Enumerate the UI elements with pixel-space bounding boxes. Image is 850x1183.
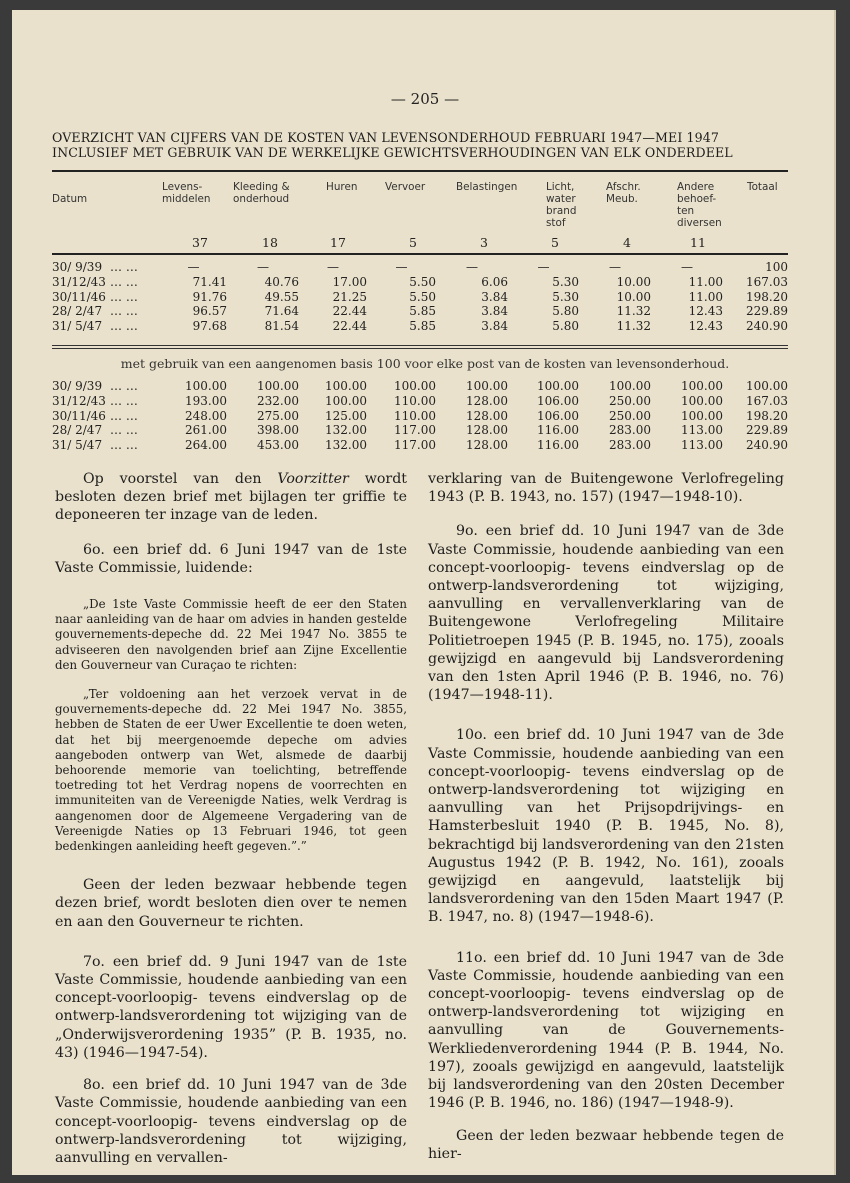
value-cell: 100.00 (185, 379, 227, 393)
value-cell: 11.32 (616, 319, 651, 334)
value-cell: 198.20 (746, 289, 788, 304)
header-huren: Huren (326, 181, 358, 193)
value-cell: 81.54 (264, 319, 299, 334)
value-cell: 100.00 (394, 379, 436, 393)
value-cell: 5.50 (409, 274, 436, 289)
value-cell: 264.00 (185, 438, 227, 453)
paragraph-geen-bezwaar-2: Geen der leden bezwaar hebbende tegen de hier- (428, 1127, 784, 1162)
value-cell: 100.00 (325, 393, 367, 408)
weight-vervoer: 5 (409, 235, 417, 250)
value-cell: 117.00 (394, 423, 436, 438)
title-line-2: INCLUSIEF MET GEBRUIK VAN DE WERKELIJKE GEWICHTSVERHOUDINGEN VAN ELK ONDERDEEL (52, 145, 733, 160)
header-afschr: Afschr. Meub. (606, 181, 641, 205)
value-cell: 11.32 (616, 304, 651, 319)
value-cell: 5.30 (552, 289, 579, 304)
value-cell: 283.00 (609, 438, 651, 453)
value-cell: — (395, 260, 408, 274)
value-cell: 40.76 (264, 274, 299, 289)
value-cell: 100.00 (746, 379, 788, 393)
value-cell: 106.00 (537, 393, 579, 408)
table2-row (52, 438, 788, 453)
table2-row (52, 394, 788, 409)
value-cell: 5.85 (409, 304, 436, 319)
value-cell: 167.03 (746, 393, 788, 408)
value-cell: 11.00 (688, 289, 723, 304)
value-cell: 275.00 (257, 408, 299, 423)
value-cell: 49.55 (264, 289, 299, 304)
value-cell: — (609, 260, 621, 274)
paragraph-8o-continued: verklaring van de Buitengewone Verlofregeling 1943 (P. B. 1943, no. 157) (1947—1948-10). (428, 471, 784, 506)
value-cell: 12.43 (688, 304, 723, 319)
value-cell: 100.00 (681, 393, 723, 408)
value-cell: 398.00 (257, 423, 299, 438)
leader-dots: … … (110, 379, 138, 393)
quote-2: „Ter voldoening aan het verzoek vervat in de gouvernements-depeche dd. 22 Mei 1947 No. 3855, hebben de Staten de eer Uwer Excellentie te doen weten, dat het bij meergenoemde depeche om advies aangeboden ontwerp van Wet, alsmede de daarbij behoorende memorie van toelichting, betreffende toetreding tot het Verdrag nopens de voorrechten en immuniteiten van de Vereenigde Naties, welk Verdrag is aangenomen door de Algemeene Vergadering van de Vereenigde Naties op 13 Februari 1946, tot geen bedenkingen aanleiding heeft gegeven.”.” (55, 687, 407, 854)
date-cell: 28/ 2/47 (52, 304, 103, 319)
header-belastingen: Belastingen (456, 181, 518, 193)
value-cell: 100.00 (257, 379, 299, 393)
value-cell: 5.30 (552, 274, 579, 289)
value-cell: 91.76 (192, 289, 227, 304)
value-cell: 96.57 (192, 304, 227, 319)
value-cell: 240.90 (746, 438, 788, 453)
page-number: — 205 — (390, 90, 460, 108)
value-cell: 5.80 (552, 319, 579, 334)
paragraph-geen-bezwaar: Geen der leden bezwaar hebbende tegen dezen brief, wordt besloten dien over te nemen en aan den Gouverneur te richten. (55, 877, 407, 930)
value-cell: 71.41 (192, 274, 227, 289)
paragraph-voorzitter: Op voorstel van den Voorzitter wordt besloten dezen brief met bijlagen ter griffie te deponeeren ter inzage van de leden. (55, 471, 407, 524)
value-cell: 100 (765, 260, 788, 274)
value-cell: 106.00 (537, 408, 579, 423)
cost-table-index (52, 379, 788, 453)
table2-row (52, 409, 788, 424)
value-cell: 110.00 (394, 393, 436, 408)
value-cell: 128.00 (466, 393, 508, 408)
table1-row (52, 290, 788, 305)
weight-huren: 17 (330, 235, 346, 250)
value-cell: 22.44 (332, 304, 367, 319)
cost-table-weighted (52, 260, 788, 334)
paragraph-7o: 7o. een brief dd. 9 Juni 1947 van de 1ste Vaste Commissie, houdende aanbieding van een concept-voorloopig- tevens eindverslag op de ontwerp-landsverordening tot wijziging van de „Onderwijsverordening 1935” (P. B. 1935, no. 43) (1946—1947-54). (55, 953, 407, 1061)
paragraph-9o: 9o. een brief dd. 10 Juni 1947 van de 3de Vaste Commissie, houdende aanbieding van een concept-voorloopig- tevens eindverslag op de ontwerp-landsverordening tot wijziging, aanvulling en vervallenverklaring van de Buitengewone Verlofregeling Militaire Politietroepen 1945 (P. B. 1945, no. 175), zooals gewijzigd en aangevuld bij Landsverordening van den 1sten April 1946 (P. B. 1946, no. 76) (1947—1948-11). (428, 523, 784, 704)
value-cell: 3.84 (481, 304, 508, 319)
title-line-1: OVERZICHT VAN CIJFERS VAN DE KOSTEN VAN LEVENSONDERHOUD FEBRUARI 1947—MEI 1947 (52, 130, 719, 145)
weight-belastingen: 3 (480, 235, 488, 250)
date-cell: 30/11/46 (52, 408, 106, 423)
value-cell: 3.84 (481, 319, 508, 334)
value-cell: 3.84 (481, 289, 508, 304)
leader-dots: … … (110, 423, 138, 438)
value-cell: 5.80 (552, 304, 579, 319)
leader-dots: … … (110, 408, 138, 423)
paragraph-6o: 6o. een brief dd. 6 Juni 1947 van de 1ste Vaste Commissie, luidende: (55, 541, 407, 576)
weight-licht: 5 (551, 235, 559, 250)
value-cell: 100.00 (466, 379, 508, 393)
leader-dots: … … (110, 319, 138, 334)
table2-row (52, 423, 788, 438)
paragraph-11o: 11o. een brief dd. 10 Juni 1947 van de 3de Vaste Commissie, houdende aanbieding van een concept-voorloopig- tevens eindverslag op de ontwerp-landsverordening tot wijziging en aanvulling van de Gouvernements-Werkliedenverordening 1944 (P. B. 1944, No. 197), zooals gewijzigd en aangevuld, laatstelijk bij landsverordening van den 20sten December 1946 (P. B. 1946, no. 186) (1947—1948-9). (428, 949, 784, 1112)
table1-row (52, 260, 788, 275)
value-cell: 100.00 (681, 408, 723, 423)
header-top-rule (52, 170, 788, 172)
date-cell: 30/ 9/39 (52, 260, 103, 274)
value-cell: 12.43 (688, 319, 723, 334)
value-cell: 240.90 (746, 319, 788, 334)
date-cell: 31/ 5/47 (52, 319, 103, 334)
table1-row (52, 275, 788, 290)
quote-1: „De 1ste Vaste Commissie heeft de eer den Staten naar aanleiding van de haar om advies in handen gestelde gouvernements-depeche dd. 22 Mei 1947 No. 3855 te adviseeren den navolgenden brief aan Zijne Excellentie den Gouverneur van Curaçao te richten: (55, 597, 407, 672)
value-cell: 128.00 (466, 438, 508, 453)
voorzitter-italic: Voorzitter (277, 471, 349, 487)
weight-andere: 11 (690, 235, 706, 250)
value-cell: 125.00 (325, 408, 367, 423)
value-cell: 116.00 (537, 423, 579, 438)
date-cell: 31/12/43 (52, 274, 106, 289)
date-cell: 31/12/43 (52, 393, 106, 408)
value-cell: 100.00 (537, 379, 579, 393)
value-cell: 193.00 (185, 393, 227, 408)
value-cell: 248.00 (185, 408, 227, 423)
value-cell: 250.00 (609, 408, 651, 423)
value-cell: 283.00 (609, 423, 651, 438)
header-licht: Licht, water brand stof (546, 181, 577, 229)
value-cell: 17.00 (332, 274, 367, 289)
table-title (52, 130, 792, 160)
value-cell: 21.25 (332, 289, 367, 304)
index-note: met gebruik van een aangenomen basis 100 voor elke post van de kosten van levensonderhoud. (120, 356, 730, 371)
value-cell: 113.00 (681, 438, 723, 453)
value-cell: 100.00 (681, 379, 723, 393)
value-cell: 132.00 (325, 423, 367, 438)
value-cell: 10.00 (616, 289, 651, 304)
value-cell: 128.00 (466, 423, 508, 438)
left-column (55, 470, 407, 1183)
leader-dots: … … (110, 438, 138, 453)
header-kleeding: Kleeding & onderhoud (233, 181, 290, 205)
value-cell: 11.00 (688, 274, 723, 289)
value-cell: — (681, 260, 693, 274)
header-bottom-rule (52, 253, 788, 255)
page-edge (834, 10, 836, 1175)
value-cell: — (327, 260, 339, 274)
value-cell: — (537, 260, 550, 274)
value-cell: — (257, 260, 269, 274)
weight-levensmiddelen: 37 (192, 235, 208, 250)
leader-dots: … … (110, 304, 138, 319)
value-cell: 113.00 (681, 423, 723, 438)
value-cell: 128.00 (466, 408, 508, 423)
value-cell: 117.00 (394, 438, 436, 453)
date-cell: 30/ 9/39 (52, 379, 103, 393)
table1-bottom-rule-2 (52, 348, 788, 349)
value-cell: 229.89 (746, 423, 788, 438)
value-cell: 453.00 (257, 438, 299, 453)
value-cell: 6.06 (481, 274, 508, 289)
table2-row (52, 379, 788, 394)
header-vervoer: Vervoer (385, 181, 426, 193)
date-cell: 30/11/46 (52, 289, 106, 304)
date-cell: 31/ 5/47 (52, 438, 103, 453)
table1-row (52, 304, 788, 319)
header-totaal: Totaal (747, 181, 778, 193)
value-cell: 250.00 (609, 393, 651, 408)
header-datum: Datum (52, 193, 88, 205)
weight-kleeding: 18 (262, 235, 278, 250)
value-cell: 100.00 (609, 379, 651, 393)
value-cell: 167.03 (746, 274, 788, 289)
value-cell: 97.68 (192, 319, 227, 334)
value-cell: 100.00 (325, 379, 367, 393)
value-cell: 71.64 (264, 304, 299, 319)
table1-bottom-rule (52, 345, 788, 346)
paragraph-10o: 10o. een brief dd. 10 Juni 1947 van de 3de Vaste Commissie, houdende aanbieding van een concept-voorloopig- tevens eindverslag op de ontwerp-landsverordening tot wijziging en aanvulling van het Prijsopdrijvings- en Hamsterbesluit 1940 (P. B. 1945, No. 8), bekrachtigd bij landsverordening van den 21sten Augustus 1942 (P. B. 1942, No. 161), zooals gewijzigd en aangevuld, laatstelijk bij landsverordening van den 15den Maart 1947 (P. B. 1947, no. 8) (1947—1948-6). (428, 727, 784, 926)
value-cell: — (187, 260, 200, 274)
leader-dots: … … (110, 274, 138, 289)
value-cell: 261.00 (185, 423, 227, 438)
value-cell: 5.85 (409, 319, 436, 334)
paragraph-8o: 8o. een brief dd. 10 Juni 1947 van de 3de Vaste Commissie, houdende aanbieding van een concept-voorloopig- tevens eindverslag op de ontwerp-landsverordening tot wijziging, aanvulling en vervallen- (55, 1077, 407, 1166)
table1-row (52, 319, 788, 334)
right-column (428, 470, 784, 1179)
value-cell: 5.50 (409, 289, 436, 304)
value-cell: 198.20 (746, 408, 788, 423)
value-cell: 116.00 (537, 438, 579, 453)
header-andere: Andere behoef- ten diversen (677, 181, 722, 229)
leader-dots: … … (110, 393, 138, 408)
value-cell: — (466, 260, 478, 274)
value-cell: 22.44 (332, 319, 367, 334)
date-cell: 28/ 2/47 (52, 423, 103, 438)
leader-dots: … … (110, 289, 138, 304)
value-cell: 10.00 (616, 274, 651, 289)
value-cell: 110.00 (394, 408, 436, 423)
weight-afschr: 4 (623, 235, 631, 250)
value-cell: 229.89 (746, 304, 788, 319)
leader-dots: … … (110, 260, 138, 274)
header-levensmiddelen: Levens- middelen (162, 181, 211, 205)
value-cell: 132.00 (325, 438, 367, 453)
value-cell: 232.00 (257, 393, 299, 408)
